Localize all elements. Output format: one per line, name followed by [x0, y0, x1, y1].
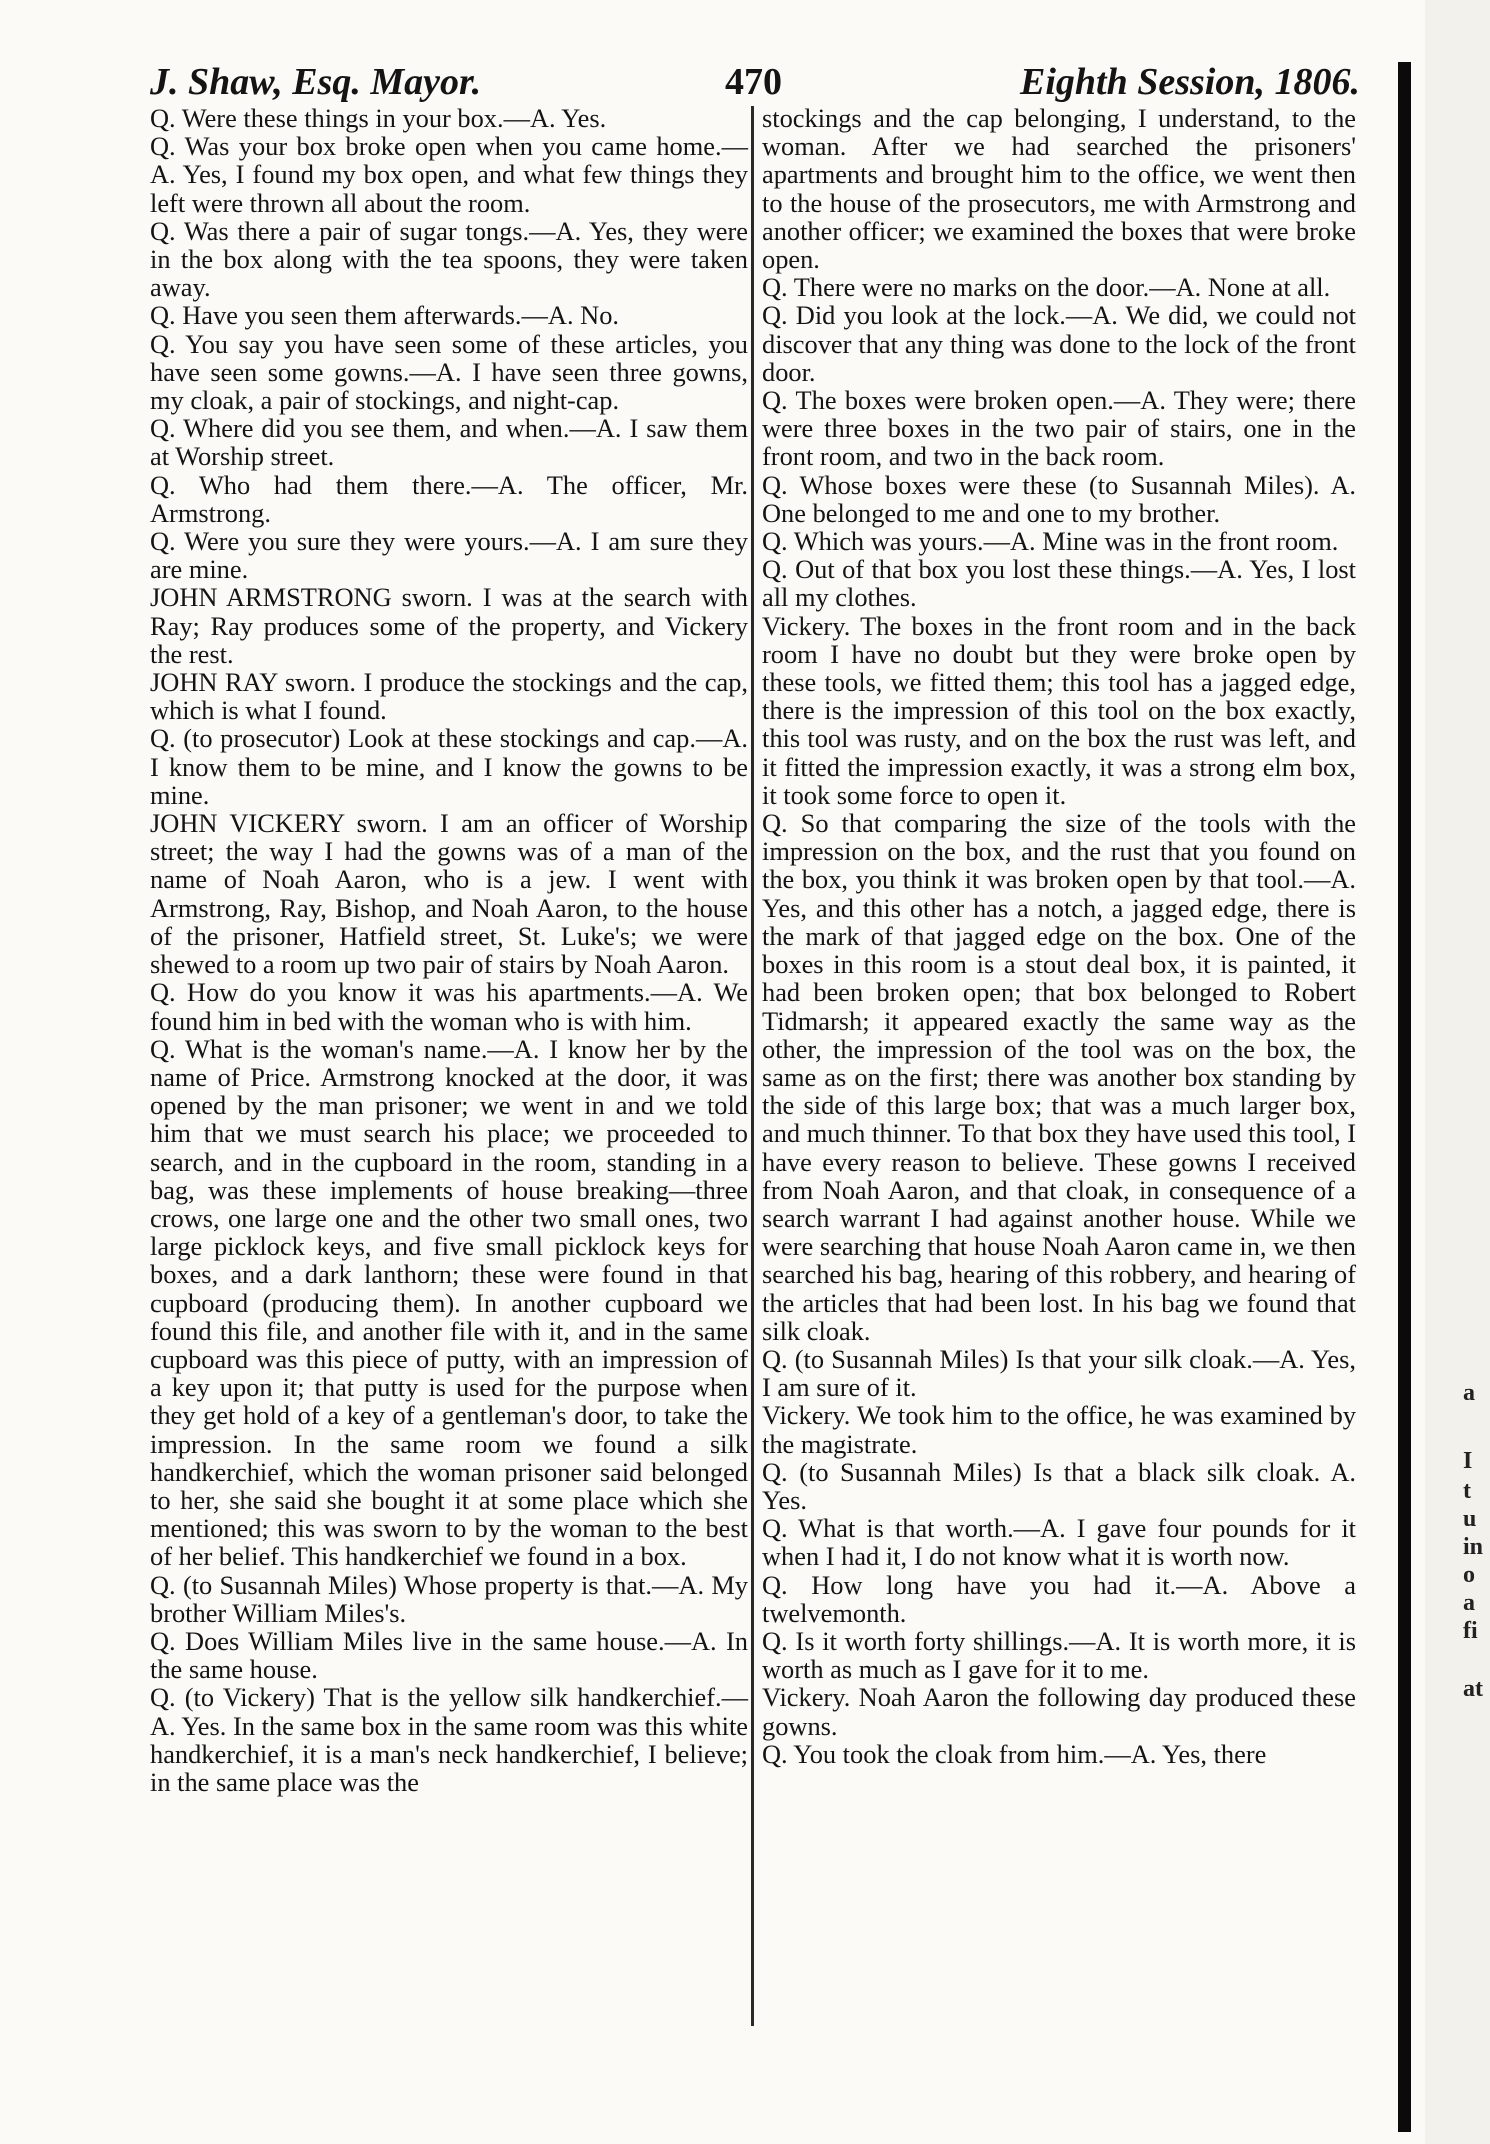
paragraph: Q. You say you have seen some of these articles, you have seen some gowns.—A. I have seen three gowns, my cloak, a pair of stockings, and night-cap.: [150, 328, 748, 416]
right-column: [762, 104, 1356, 1768]
paragraph: Q. (to Vickery) That is the yellow silk handkerchief.—A. Yes. In the same box in the same room was this white handkerchief, it is a man's neck handkerchief, I believe; in the same place was the: [150, 1682, 748, 1797]
paragraph: Q. Who had them there.—A. The officer, Mr. Armstrong.: [150, 469, 748, 528]
margin-fragment: t: [1463, 1478, 1471, 1504]
paragraph: Vickery. Noah Aaron the following day produced these gowns.: [762, 1682, 1356, 1741]
paragraph: Q. (to prosecutor) Look at these stockings and cap.—A. I know them to be mine, and I know the gowns to be mine.: [150, 723, 748, 810]
paragraph: Q. Which was yours.—A. Mine was in the front room.: [762, 526, 1339, 557]
paragraph: Q. Was there a pair of sugar tongs.—A. Yes, they were in the box along with the tea spoons, they were taken away.: [150, 215, 748, 303]
paragraph: JOHN RAY sworn. I produce the stockings and the cap, which is what I found.: [150, 667, 748, 726]
paragraph: JOHN VICKERY sworn. I am an officer of Worship street; the way I had the gowns was of a man of the name of Noah Aaron, who is a jew. I went with Armstrong, Ray, Bishop, and Noah Aaron, to the house of the prisoner, Hatfield street, St. Luke's; we were shewed to a room up two pair of stairs by Noah Aaron.: [150, 808, 748, 980]
paragraph: Q. What is that worth.—A. I gave four pounds for it when I had it, I do not know what it is worth now.: [762, 1513, 1356, 1572]
paragraph: Q. Does William Miles live in the same house.—A. In the same house.: [150, 1625, 748, 1685]
paragraph: Q. So that comparing the size of the tools with the impression on the box, and the rust that you found on the box, you think it was broken open by that tool.—A. Yes, and this other has a notch, a jagged edge, there is the mark of that jagged edge on the box. One of the boxes in this room is a stout deal box, it is painted, it had been broken open; that box belonged to Robert Tidmarsh; it appeared exactly the same way as the other, the impression of the tool was on the box, the same as on the first; there was another box standing by the side of this large box; that was a much larger box, and much thinner. To that box they have used this tool, I have every reason to believe. These gowns I received from Noah Aaron, and that cloak, in consequence of a search warrant I had against another house. While we were searching that house Noah Aaron came in, we then searched his bag, hearing of this robbery, and hearing of the articles that had been lost. In his bag we found that silk cloak.: [762, 808, 1356, 1346]
paragraph: Q. Did you look at the lock.—A. We did, we could not discover that any thing was done to the lock of the front door.: [762, 300, 1356, 387]
paragraph: Q. Out of that box you lost these things.—A. Yes, I lost all my clothes.: [762, 554, 1356, 613]
margin-fragment: a: [1463, 1380, 1475, 1406]
header-session: Eighth Session, 1806.: [1020, 61, 1360, 103]
margin-fragment: fi: [1463, 1618, 1478, 1644]
running-header: [150, 60, 1360, 106]
paragraph: Q. Is it worth forty shillings.—A. It is worth more, it is worth as much as I gave for it to me.: [762, 1625, 1356, 1685]
paragraph: Q. How long have you had it.—A. Above a twelvemonth.: [762, 1569, 1356, 1628]
paragraph: Q. Were these things in your box.—A. Yes.: [150, 103, 607, 133]
paragraph: Vickery. We took him to the office, he was examined by the magistrate.: [762, 1400, 1356, 1459]
paragraph: Q. How do you know it was his apartments.—A. We found him in bed with the woman who is with him.: [150, 977, 748, 1036]
paragraph: Q. Whose boxes were these (to Susannah Miles). A. One belonged to me and one to my brother.: [762, 469, 1356, 528]
paragraph: Q. Have you seen them afterwards.—A. No.: [150, 300, 620, 331]
paragraph: Q. The boxes were broken open.—A. They were; there were three boxes in the two pair of stairs, one in the front room, and two in the back room.: [762, 385, 1356, 472]
paragraph: Q. (to Susannah Miles) Whose property is that.—A. My brother William Miles's.: [150, 1569, 748, 1628]
header-mayor: J. Shaw, Esq. Mayor.: [150, 61, 482, 103]
margin-fragment: at: [1463, 1676, 1483, 1702]
paragraph: JOHN ARMSTRONG sworn. I was at the search with Ray; Ray produces some of the property, and Vickery the rest.: [150, 582, 748, 669]
paragraph: Q. (to Susannah Miles) Is that a black silk cloak. A. Yes.: [762, 1456, 1356, 1515]
paragraph: Q. Was your box broke open when you came home.—A. Yes, I found my box open, and what few things they left were thrown all about the room.: [150, 131, 748, 218]
facing-page-edge: [1425, 0, 1490, 2144]
column-rule: [751, 106, 754, 2026]
paragraph: stockings and the cap belonging, I understand, to the woman. After we had searched the prisoners' apartments and brought him to the office, we went then to the house of the prosecutors, me with Armstrong and another officer; we examined the boxes that were broke open.: [762, 103, 1356, 275]
margin-fragment: I: [1463, 1448, 1473, 1474]
paragraph: Q. (to Susannah Miles) Is that your silk cloak.—A. Yes, I am sure of it.: [762, 1343, 1356, 1403]
binding-shadow-bar: [1398, 62, 1411, 2132]
paragraph: Q. Were you sure they were yours.—A. I am sure they are mine.: [150, 526, 748, 585]
left-column: [150, 104, 748, 1796]
paragraph: Q. What is the woman's name.—A. I know her by the name of Price. Armstrong knocked at the door, it was opened by the man prisoner; we went in and we told him that we must search his place; we proceeded to search, and in the cupboard in the room, standing in a bag, was these implements of house breaking—three crows, one large one and the other two small ones, two large picklock keys, and five small picklock keys for boxes, and a dark lanthorn; these were found in that cupboard (producing them). In another cupboard we found this file, and another file with it, and in the same cupboard was this piece of putty, with an impression of a key upon it; that putty is used for the purpose when they get hold of a key of a gentleman's door, to take the impression. In the same room we found a silk handkerchief, which the woman prisoner said belonged to her, she said she bought it at some place which she mentioned; this was sworn to by the woman to the best of her belief. This handkerchief we found in a box.: [150, 1033, 748, 1572]
margin-fragment: u: [1463, 1506, 1477, 1532]
paragraph: Vickery. The boxes in the front room and in the back room I have no doubt but they were broke open by these tools, we fitted them; this tool has a jagged edge, there is the impression of this tool on the box exactly, this tool was rusty, and on the box the rust was left, and it fitted the impression exactly, it was a strong elm box, it took some force to open it.: [762, 610, 1356, 810]
paragraph: Q. Where did you see them, and when.—A. I saw them at Worship street.: [150, 413, 748, 472]
page-number: 470: [725, 61, 782, 103]
margin-fragment: a: [1463, 1590, 1475, 1616]
paragraph: Q. There were no marks on the door.—A. None at all.: [762, 272, 1331, 303]
paragraph: Q. You took the cloak from him.—A. Yes, there: [762, 1738, 1267, 1769]
margin-fragment: o: [1463, 1562, 1475, 1588]
margin-fragment: in: [1463, 1534, 1484, 1560]
